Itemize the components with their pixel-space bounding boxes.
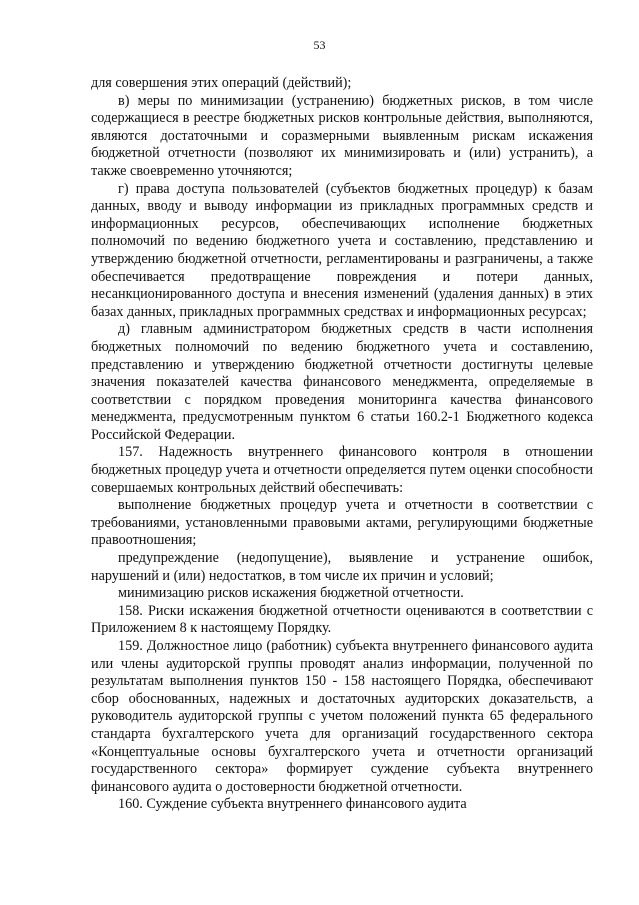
paragraph-157: 157. Надежность внутреннего финансового контроля в отношении бюджетных процедур учета и отчетности определяется путем оценки способности совершаемых контрольных действий обеспечивать:	[91, 444, 593, 496]
paragraph-item-v: в) меры по минимизации (устранению) бюджетных рисков, в том числе содержащиеся в реестре бюджетных рисков контрольные действия, выполняются, являются достаточными и соразмерными выявленным рискам искажения бюджетной отчетности (позволяют их минимизировать и (или) устранить), а также своевременно уточняются;	[91, 92, 593, 179]
paragraph-158: 158. Риски искажения бюджетной отчетности оцениваются в соответствии с Приложением 8 к настоящему Порядку.	[91, 602, 593, 637]
paragraph-item-d: д) главным администратором бюджетных средств в части исполнения бюджетных полномочий по ведению бюджетного учета и составлению, представлению и утверждению бюджетной отчетности достигнуты целевые значения показателей качества финансового менеджмента, определяемые в соответствии с порядком проведения мониторинга качества финансового менеджмента, предусмотренным пунктом 6 статьи 160.2-1 Бюджетного кодекса Российской Федерации.	[91, 321, 593, 443]
paragraph-159: 159. Должностное лицо (работник) субъекта внутреннего финансового аудита или члены аудиторской группы проводят анализ информации, полученной по результатам выполнения пунктов 150 - 158 настоящего Порядка, обеспечивают сбор обоснованных, надежных и достаточных аудиторских доказательств, а руководитель аудиторской группы с учетом положений пункта 65 федерального стандарта бухгалтерского учета для организаций государственного сектора «Концептуальные основы бухгалтерского учета и отчетности организаций государственного сектора» формирует суждение субъекта внутреннего финансового аудита о достоверности бюджетной отчетности.	[91, 638, 593, 795]
paragraph-continuation: для совершения этих операций (действий);	[91, 75, 352, 91]
paragraph-157-point-3: минимизацию рисков искажения бюджетной отчетности.	[118, 585, 464, 602]
page-number: 53	[313, 38, 326, 52]
paragraph-157-point-1: выполнение бюджетных процедур учета и отчетности в соответствии с требованиями, установленными правовыми актами, регулирующими бюджетные правоотношения;	[91, 497, 593, 549]
paragraph-item-g: г) права доступа пользователей (субъектов бюджетных процедур) к базам данных, вводу и выводу информации из прикладных программных средств и информационных ресурсов, обеспечивающих исполнение бюджетных полномочий по ведению бюджетного учета и составлению, представлению и утверждению бюджетной отчетности, регламентированы и разграничены, а также обеспечивается предотвращение повреждения и потери данных, несанкционированного доступа и внесения изменений (удаления данных) в этих базах данных, прикладных программных средствах и информационных ресурсах;	[91, 180, 593, 320]
paragraph-160: 160. Суждение субъекта внутреннего финансового аудита	[118, 796, 467, 813]
body-text	[91, 75, 593, 814]
paragraph-157-point-2: предупреждение (недопущение), выявление и устранение ошибок, нарушений и (или) недостатков, в том числе их причин и условий;	[91, 550, 593, 584]
